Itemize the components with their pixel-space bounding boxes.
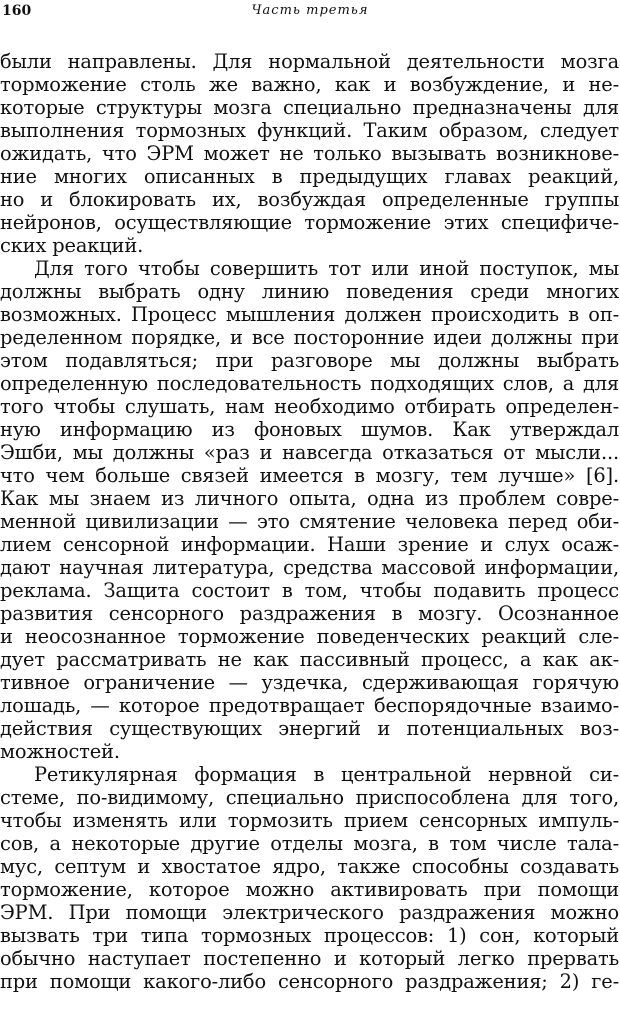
text-line: но и блокировать их, возбуждая определенные группы [0,188,619,211]
text-line: лием сенсорной информации. Наши зрение и слух осаж- [0,533,619,556]
text-line: и неосознанное торможение поведенческих реакций сле- [0,625,619,648]
text-line: этом подавляться; при разговоре мы должны выбрать [0,349,619,372]
text-line: возможных. Процесс мышления должен происходить в оп- [0,303,619,326]
text-line: действия существующих энергий и потенциальных воз- [0,717,619,740]
text-line: чтобы изменять или тормозить прием сенсорных импуль- [0,809,619,832]
text-line: торможение столь же важно, как и возбуждение, и не- [0,73,619,96]
page-header [0,0,620,24]
text-line: ную информацию из фоновых шумов. Как утверждал [0,418,619,441]
text-line: Ретикулярная формация в центральной нервной си- [34,763,619,786]
text-line: можностей. [0,740,120,763]
running-head: Часть третья [251,3,369,18]
text-line: которые структуры мозга специально предназначены для [0,96,619,119]
text-line: выполнения тормозных функций. Таким образом, следует [0,119,619,142]
text-line: стеме, по-видимому, специально приспособлена для того, [0,786,619,809]
text-line: ние многих описанных в предыдущих главах реакций, [0,165,619,188]
text-line: ских реакций. [0,234,144,257]
text-line: менной цивилизации — это смятение человека перед оби- [0,510,619,533]
text-line: торможение, которое можно активировать при помощи [0,878,619,901]
text-line: дует рассматривать не как пассивный процесс, а как ак- [0,648,619,671]
text-line: определенную последовательность подходящих слов, а для [0,372,619,395]
text-line: реклама. Защита состоит в том, чтобы подавить процесс [0,579,619,602]
text-line: что чем больше связей имеется в мозгу, тем лучше» [6]. [0,464,619,487]
text-line: должны выбрать одну линию поведения среди многих [0,280,619,303]
text-line: вызвать три типа тормозных процессов: 1) сон, который [0,924,619,947]
body-text [0,50,619,993]
text-line: того чтобы слушать, нам необходимо отбирать определен- [0,395,619,418]
text-line: лошадь, — которое предотвращает беспорядочные взаимо- [0,694,619,717]
text-line: были направлены. Для нормальной деятельности мозга [0,50,619,73]
page-number: 160 [2,3,32,19]
text-line: мус, септум и хвостатое ядро, также способны создавать [0,855,619,878]
text-line: нейронов, осуществляющие торможение этих специфиче- [0,211,619,234]
text-line: Эшби, мы должны «раз и навсегда отказаться от мысли... [0,441,619,464]
text-line: ЭРМ. При помощи электрического раздражения можно [0,901,619,924]
text-line: развития сенсорного раздражения в мозгу. Осознанное [0,602,619,625]
text-line: при помощи какого-либо сенсорного раздражения; 2) ге- [0,970,619,993]
text-line: сов, а некоторые другие отделы мозга, в том числе тала- [0,832,619,855]
text-line: Для того чтобы совершить тот или иной поступок, мы [34,257,619,280]
text-line: тивное ограничение — уздечка, сдерживающая горячую [0,671,619,694]
text-line: ожидать, что ЭРМ может не только вызывать возникнове- [0,142,619,165]
text-line: обычно наступает постепенно и который легко прервать [0,947,619,970]
text-line: дают научная литература, средства массовой информации, [0,556,619,579]
text-line: ределенном порядке, и все посторонние идеи должны при [0,326,619,349]
text-line: Как мы знаем из личного опыта, одна из проблем совре- [0,487,619,510]
